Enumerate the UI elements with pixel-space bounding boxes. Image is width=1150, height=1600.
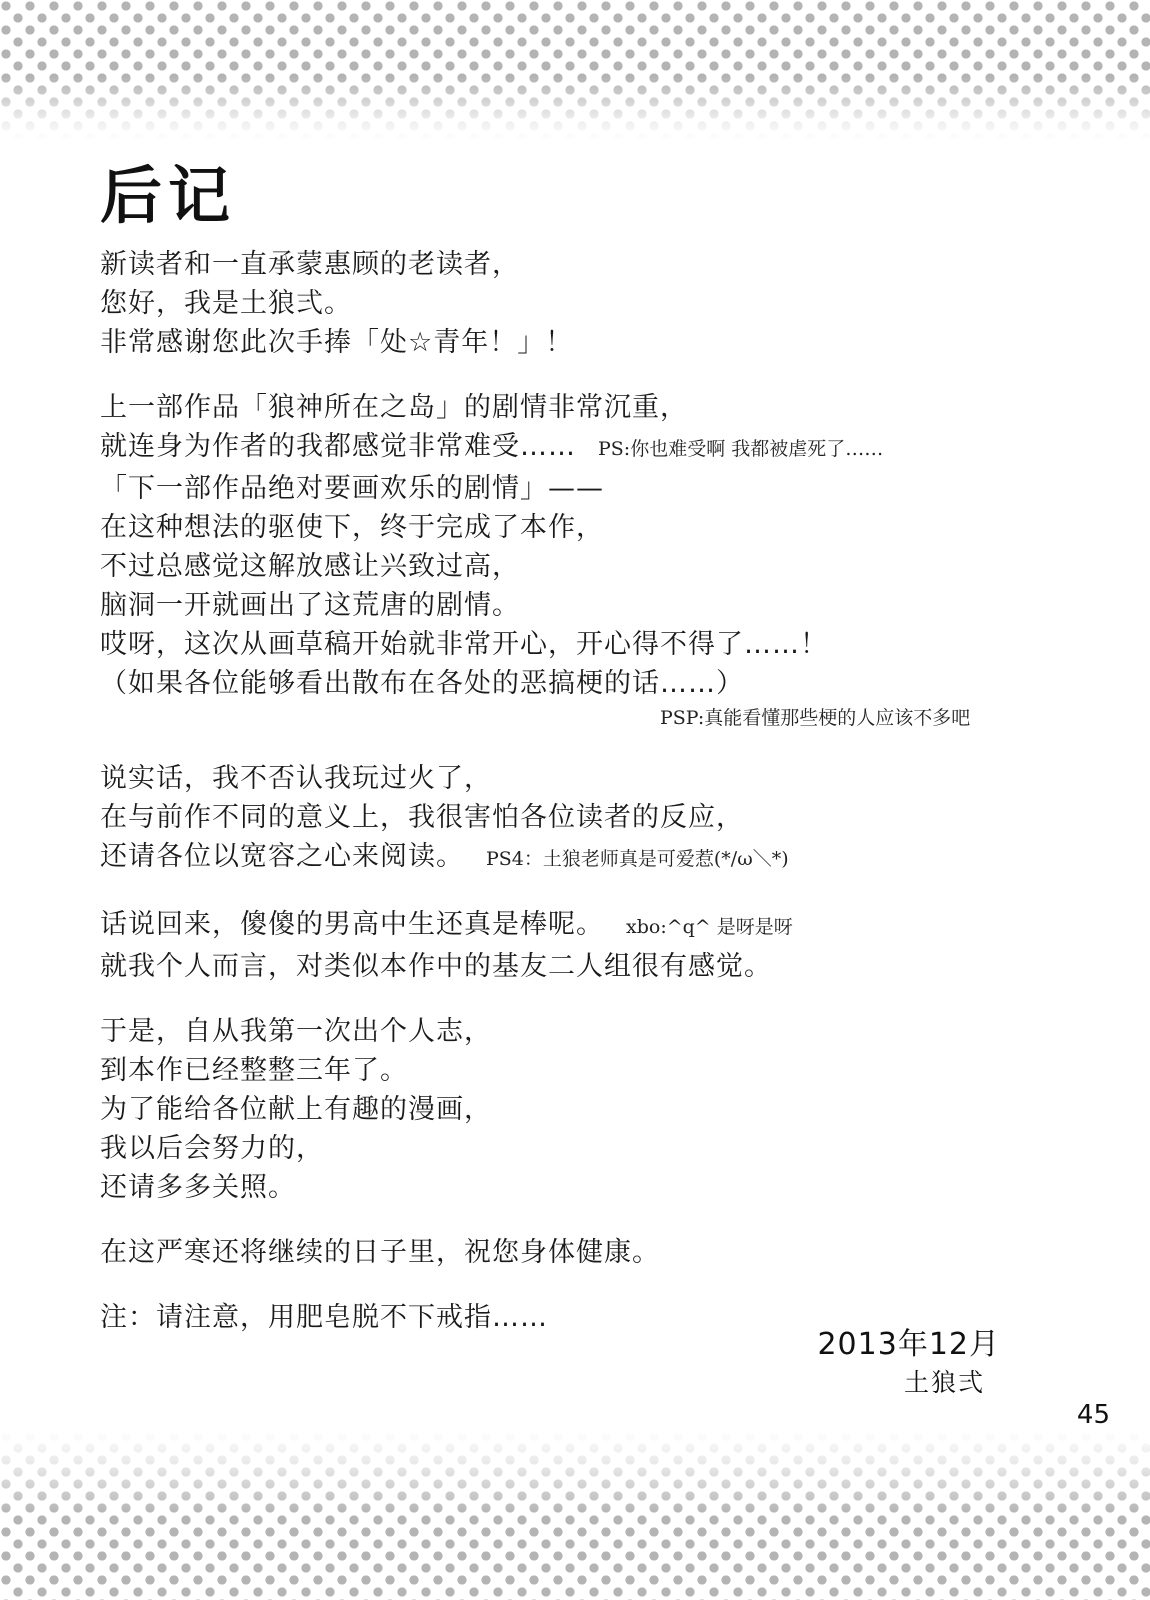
text-line: 脑洞一开就画出了这荒唐的剧情。	[100, 590, 520, 621]
paragraph-three-years	[100, 1012, 1080, 1207]
text-line: （如果各位能够看出散布在各处的恶搞梗的话……）	[100, 668, 744, 699]
text-line-with-note	[100, 837, 1080, 879]
halftone-band-bottom	[0, 1430, 1150, 1600]
paragraph-previous-work	[100, 388, 1080, 733]
page-title: 后记	[100, 159, 237, 232]
text-line: 上一部作品「狼神所在之岛」的剧情非常沉重，	[100, 392, 688, 423]
text-line: 您好，我是土狼弍。	[100, 288, 352, 319]
text-line: 「下一部作品绝对要画欢乐的剧情」——	[100, 473, 604, 504]
handwritten-note: PS4：土狼老师真是可爱惹(*∕ω＼*)	[486, 848, 789, 870]
text-line: 还请多多关照。	[100, 1172, 296, 1203]
text-line: 话说回来，傻傻的男高中生还真是棒呢。	[100, 909, 604, 940]
text-line: 为了能给各位献上有趣的漫画，	[100, 1094, 492, 1125]
afterword-content	[100, 159, 1080, 1363]
text-line: 新读者和一直承蒙惠顾的老读者，	[100, 249, 520, 280]
text-line: 到本作已经整整三年了。	[100, 1055, 408, 1086]
signature-name: 土狼弍	[903, 1368, 985, 1397]
text-line: 还请各位以宽容之心来阅读。	[100, 841, 464, 872]
text-line: 注：请注意，用肥皂脱不下戒指……	[100, 1302, 548, 1333]
text-line: 非常感谢您此次手捧「处☆青年！」！	[100, 327, 574, 358]
text-line: 说实话，我不否认我玩过火了，	[100, 763, 492, 794]
halftone-band-top	[0, 0, 1150, 140]
handwritten-note: PSP:真能看懂那些梗的人应该不多吧	[660, 707, 971, 729]
signature-date: 2013年12月	[817, 1327, 1000, 1362]
text-line: 哎呀，这次从画草稿开始就非常开心，开心得不得了……！	[100, 629, 828, 660]
text-line: 就连身为作者的我都感觉非常难受……	[100, 431, 576, 462]
text-line: 就我个人而言，对类似本作中的基友二人组很有感觉。	[100, 951, 772, 982]
text-line: 在这严寒还将继续的日子里，祝您身体健康。	[100, 1237, 660, 1268]
paragraph-highschool	[100, 905, 1080, 986]
text-line: 在与前作不同的意义上，我很害怕各位读者的反应，	[100, 802, 744, 833]
text-line: 我以后会努力的，	[100, 1133, 324, 1164]
text-line-with-note	[100, 905, 1080, 947]
text-line: 在这种想法的驱使下，终于完成了本作，	[100, 512, 604, 543]
text-line: 不过总感觉这解放感让兴致过高，	[100, 551, 520, 582]
paragraph-wellwish	[100, 1233, 1080, 1272]
handwritten-note: xbo:^q^ 是呀是呀	[626, 916, 793, 938]
handwritten-note: PS:你也难受啊 我都被虐死了……	[598, 438, 884, 460]
signature-block	[817, 1325, 1000, 1401]
paragraph-greeting	[100, 245, 1080, 362]
page-number: 45	[1076, 1400, 1110, 1430]
paragraph-apology	[100, 759, 1080, 879]
text-line: 于是，自从我第一次出个人志，	[100, 1016, 492, 1047]
text-line-with-note	[100, 427, 1080, 469]
